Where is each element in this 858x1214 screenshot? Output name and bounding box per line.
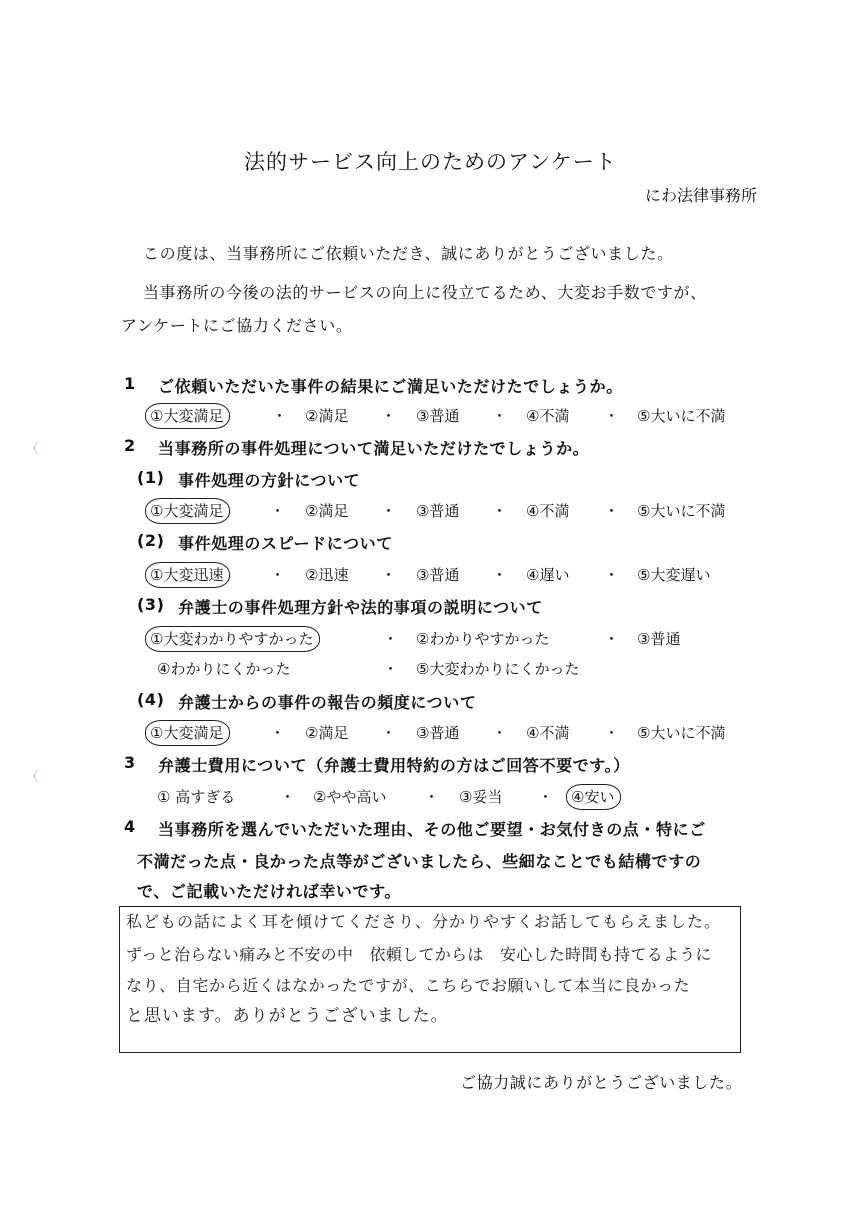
option[interactable]: ⑤大いに不満 <box>637 724 726 742</box>
option-selected[interactable]: ①大変満足 <box>145 403 230 429</box>
option[interactable]: ②わかりやすかった <box>416 630 550 648</box>
option[interactable]: ④不満 <box>526 407 570 425</box>
option[interactable]: ⑤大変わかりにくかった <box>416 660 580 678</box>
sub-question-label: (2) <box>137 531 165 550</box>
separator: ・ <box>492 502 508 520</box>
option[interactable]: ③普通 <box>637 630 681 648</box>
option[interactable]: ⑤大変遅い <box>637 566 711 584</box>
option[interactable]: ① 高すぎる <box>157 788 236 806</box>
option-selected[interactable]: ④安い <box>566 784 621 810</box>
handwritten-answer-line-4: と思います。ありがとうございました。 <box>126 1006 449 1026</box>
option[interactable]: ②満足 <box>305 502 349 520</box>
option[interactable]: ③普通 <box>416 724 460 742</box>
separator: ・ <box>383 630 399 648</box>
option[interactable]: ③普通 <box>416 566 460 584</box>
handwritten-answer-line-2: ずっと治らない痛みと不安の中 依頼してからは 安心した時間も持てるように <box>126 945 712 964</box>
question-4-line-3: で、ご記載いただければ幸いです。 <box>137 882 402 901</box>
separator: ・ <box>280 788 296 806</box>
separator: ・ <box>604 630 620 648</box>
option[interactable]: ②やや高い <box>313 788 387 806</box>
sub-question-label: (1) <box>137 468 165 487</box>
sub-question-label: (4) <box>137 690 165 709</box>
punch-hole <box>34 440 51 456</box>
option-selected[interactable]: ①大変迅速 <box>145 562 230 588</box>
option[interactable]: ④不満 <box>526 502 570 520</box>
separator: ・ <box>492 566 508 584</box>
option[interactable]: ②満足 <box>305 407 349 425</box>
question-3-text: 弁護士費用について（弁護士費用特約の方はご回答不要です。） <box>158 756 630 775</box>
separator: ・ <box>381 502 397 520</box>
page-title: 法的サービス向上のためのアンケート <box>244 150 617 174</box>
question-2-text: 当事務所の事件処理について満足いただけたでしょうか。 <box>158 439 590 458</box>
separator: ・ <box>604 407 620 425</box>
separator: ・ <box>381 566 397 584</box>
sub-question-3-text: 弁護士の事件処理方針や法的事項の説明について <box>178 598 543 617</box>
question-4-line-2: 不満だった点・良かった点等がございましたら、些細なことでも結構ですの <box>137 852 702 871</box>
separator: ・ <box>604 724 620 742</box>
firm-name: にわ法律事務所 <box>645 186 758 205</box>
separator: ・ <box>538 788 554 806</box>
question-1-text: ご依頼いただいた事件の結果にご満足いただけたでしょうか。 <box>158 377 623 396</box>
separator: ・ <box>381 407 397 425</box>
sub-question-2-text: 事件処理のスピードについて <box>178 534 393 553</box>
question-number: 1 <box>124 374 136 393</box>
separator: ・ <box>604 502 620 520</box>
punch-hole <box>34 768 51 784</box>
option[interactable]: ③普通 <box>416 502 460 520</box>
handwritten-answer-line-3: なり、自宅から近くはなかったですが、こちらでお願いして本当に良かった <box>126 976 691 995</box>
sub-question-1-text: 事件処理の方針について <box>178 471 361 490</box>
question-number: 4 <box>124 817 136 836</box>
option[interactable]: ⑤大いに不満 <box>637 502 726 520</box>
intro-line-3: アンケートにご協力ください。 <box>121 316 353 335</box>
option[interactable]: ④不満 <box>526 724 570 742</box>
option[interactable]: ②満足 <box>305 724 349 742</box>
separator: ・ <box>492 724 508 742</box>
intro-line-2: 当事務所の今後の法的サービスの向上に役立てるため、大変お手数ですが、 <box>143 283 707 302</box>
option[interactable]: ③普通 <box>416 407 460 425</box>
option[interactable]: ④わかりにくかった <box>157 660 291 678</box>
option-selected[interactable]: ①大変わかりやすかった <box>145 626 320 652</box>
separator: ・ <box>604 566 620 584</box>
option-selected[interactable]: ①大変満足 <box>145 498 230 524</box>
option[interactable]: ④遅い <box>526 566 570 584</box>
option[interactable]: ③妥当 <box>459 788 503 806</box>
option[interactable]: ⑤大いに不満 <box>637 407 726 425</box>
intro-line-1: この度は、当事務所にご依頼いただき、誠にありがとうございました。 <box>143 244 674 263</box>
separator: ・ <box>270 724 286 742</box>
separator: ・ <box>270 502 286 520</box>
option[interactable]: ②迅速 <box>305 566 349 584</box>
question-number: 2 <box>124 436 136 455</box>
question-4-line-1: 当事務所を選んでいただいた理由、その他ご要望・お気付きの点・特にご <box>158 820 706 839</box>
separator: ・ <box>492 407 508 425</box>
option-selected[interactable]: ①大変満足 <box>145 720 230 746</box>
handwritten-answer-line-1: 私どもの話によく耳を傾けてくださり、分かりやすくお話してもらえました。 <box>126 912 722 931</box>
separator: ・ <box>272 407 288 425</box>
question-number: 3 <box>124 753 136 772</box>
separator: ・ <box>381 724 397 742</box>
separator: ・ <box>383 660 399 678</box>
separator: ・ <box>270 566 286 584</box>
sub-question-label: (3) <box>137 595 165 614</box>
sub-question-4-text: 弁護士からの事件の報告の頻度について <box>178 693 477 712</box>
separator: ・ <box>424 788 440 806</box>
closing-message: ご協力誠にありがとうございました。 <box>460 1073 743 1092</box>
